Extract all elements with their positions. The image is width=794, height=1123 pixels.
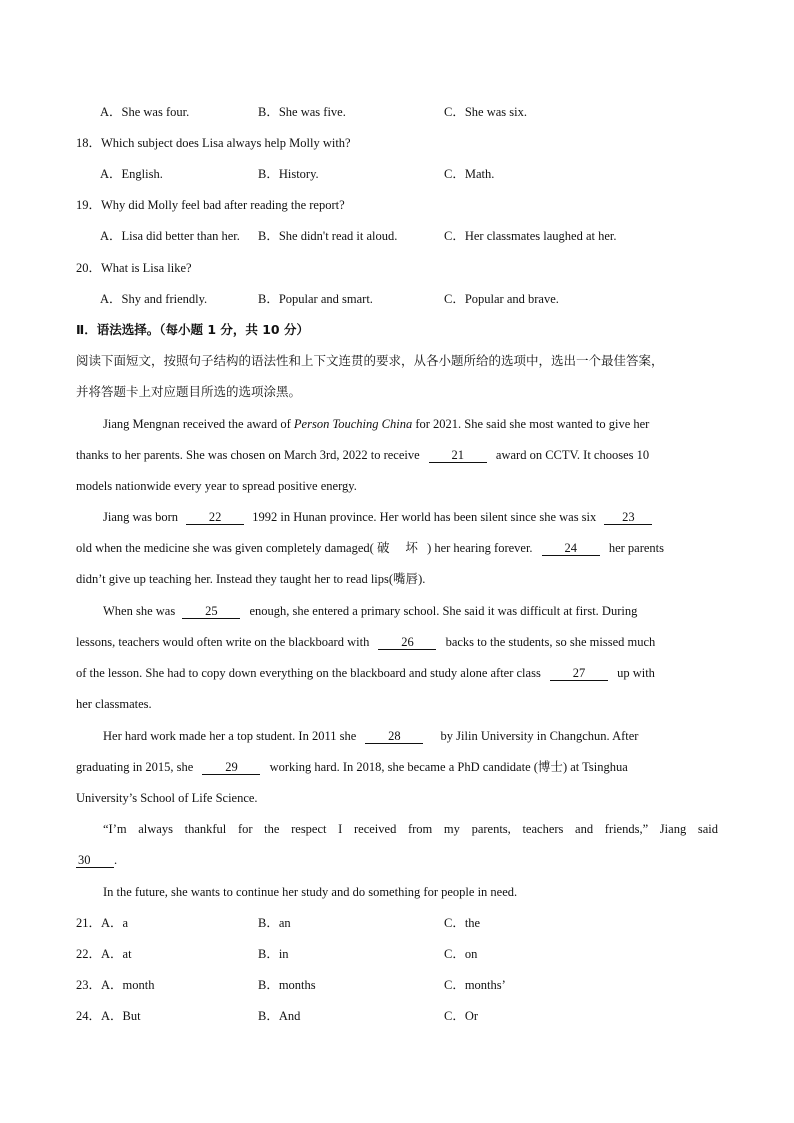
passage-p5-line2 (76, 852, 718, 868)
p2-text: Jiang was born (103, 510, 178, 524)
blank-22: 22 (186, 510, 244, 525)
section-instruction-line1: 阅读下面短文，按照句子结构的语法性和上下文连贯的要求，从各小题所给的选项中，选出一个最佳答案， (76, 353, 664, 368)
passage-p3-line2 (76, 634, 718, 650)
q22-option-a: 22．A．at (76, 947, 132, 961)
q22-option-c: C．on (444, 947, 478, 961)
q18-option-a: A．English. (100, 167, 163, 181)
q19-option-a: A．Lisa did better than her. (100, 229, 240, 243)
q18-option-b: B．History. (258, 167, 319, 181)
p1-text: award on CCTV. It chooses 10 (495, 448, 650, 462)
blank-27: 27 (550, 666, 608, 681)
blank-29: 29 (202, 760, 260, 775)
q23-option-b: B．months (258, 978, 316, 992)
q19-option-c: C．Her classmates laughed at her. (444, 229, 617, 243)
blank-25: 25 (182, 604, 240, 619)
p2-text: old when the medicine she was given completely damaged( (76, 541, 374, 555)
blank-26: 26 (378, 635, 436, 650)
q24-option-a: 24．A．But (76, 1009, 141, 1023)
passage-p3-line4: her classmates. (76, 697, 152, 711)
passage-p4-line3: University’s School of Life Science. (76, 791, 258, 805)
p2-text: ). (418, 572, 426, 586)
p4-text: working hard. In 2018, she became a PhD candidate ( (269, 760, 538, 774)
p4-text: by Jilin University in Changchun. After (440, 729, 639, 743)
passage-p1-line3: models nationwide every year to spread positive energy. (76, 479, 357, 493)
q18-stem: 18．Which subject does Lisa always help Molly with? (76, 136, 351, 150)
passage-p2-line1 (103, 509, 718, 525)
q19-stem: 19．Why did Molly feel bad after reading the report? (76, 198, 345, 212)
passage-p3-line1 (103, 603, 718, 619)
p3-text: of the lesson. She had to copy down everything on the blackboard and study alone after class (76, 666, 541, 680)
q22-option-b: B．in (258, 947, 289, 961)
passage-p4-line1 (103, 728, 718, 744)
award-name: Person Touching China (293, 417, 413, 431)
p3-text: backs to the students, so she missed much (445, 635, 656, 649)
passage-p1-line1 (103, 416, 718, 432)
p2-text: her parents (608, 541, 664, 555)
passage-p2-line2 (76, 540, 718, 556)
q21-option-c: C．the (444, 916, 481, 930)
q21-option-b: B．an (258, 916, 291, 930)
cn-gloss: 破 坏 (376, 540, 424, 555)
q20-stem: 20．What is Lisa like? (76, 261, 192, 275)
blank-30: 30 (76, 853, 114, 868)
p2-text: didn’t give up teaching her. Instead they taught her to read lips( (76, 572, 394, 586)
p1-text: Jiang Mengnan received the award of (103, 417, 294, 431)
blank-24: 24 (542, 541, 600, 556)
q24-option-b: B．And (258, 1009, 301, 1023)
passage-p2-line3 (76, 571, 718, 587)
q23-option-c: C．months’ (444, 978, 506, 992)
q23-option-a: 23．A．month (76, 978, 155, 992)
p5-text: . (114, 853, 118, 867)
q17-option-c: C．She was six. (444, 105, 527, 119)
q20-option-c: C．Popular and brave. (444, 292, 559, 306)
p2-text: ) her hearing forever. (427, 541, 533, 555)
q20-option-b: B．Popular and smart. (258, 292, 373, 306)
p4-text: graduating in 2015, she (76, 760, 194, 774)
q20-option-a: A．Shy and friendly. (100, 292, 208, 306)
p1-text: thanks to her parents. She was chosen on March 3rd, 2022 to receive (76, 448, 420, 462)
p3-text: When she was (103, 604, 176, 618)
p3-text: up with (617, 666, 655, 680)
q24-option-c: C．Or (444, 1009, 479, 1023)
q17-option-a: A．She was four. (100, 105, 190, 119)
p2-text: 1992 in Hunan province. Her world has been silent since she was six (252, 510, 597, 524)
p3-text: enough, she entered a primary school. She said it was difficult at first. During (249, 604, 638, 618)
q17-option-b: B．She was five. (258, 105, 346, 119)
p4-text: Her hard work made her a top student. In 2011 she (103, 729, 357, 743)
q19-option-b: B．She didn't read it aloud. (258, 229, 398, 243)
cn-gloss: 嘴唇 (393, 571, 419, 586)
passage-p6-line1: In the future, she wants to continue her study and do something for people in need. (103, 885, 518, 899)
passage-p5-line1: “I’m always thankful for the respect I received from my parents, teachers and friends,” Jiang said (103, 822, 718, 836)
p1-text: for 2021. She said she most wanted to give her (412, 417, 650, 431)
q21-option-a: 21．A．a (76, 916, 129, 930)
passage-p1-line2 (76, 447, 718, 463)
q18-option-c: C．Math. (444, 167, 495, 181)
cn-gloss: 博士 (537, 759, 563, 774)
p4-text: ) at Tsinghua (562, 760, 628, 774)
passage-p3-line3 (76, 665, 718, 681)
blank-28: 28 (365, 729, 423, 744)
section-heading: Ⅱ．语法选择。（每小题 1 分，共 10 分） (76, 322, 309, 337)
passage-p4-line2 (76, 759, 718, 775)
blank-21: 21 (429, 448, 487, 463)
section-instruction-line2: 并将答题卡上对应题目所选的选项涂黑。 (76, 384, 302, 399)
p3-text: lessons, teachers would often write on the blackboard with (76, 635, 370, 649)
blank-23: 23 (604, 510, 652, 525)
